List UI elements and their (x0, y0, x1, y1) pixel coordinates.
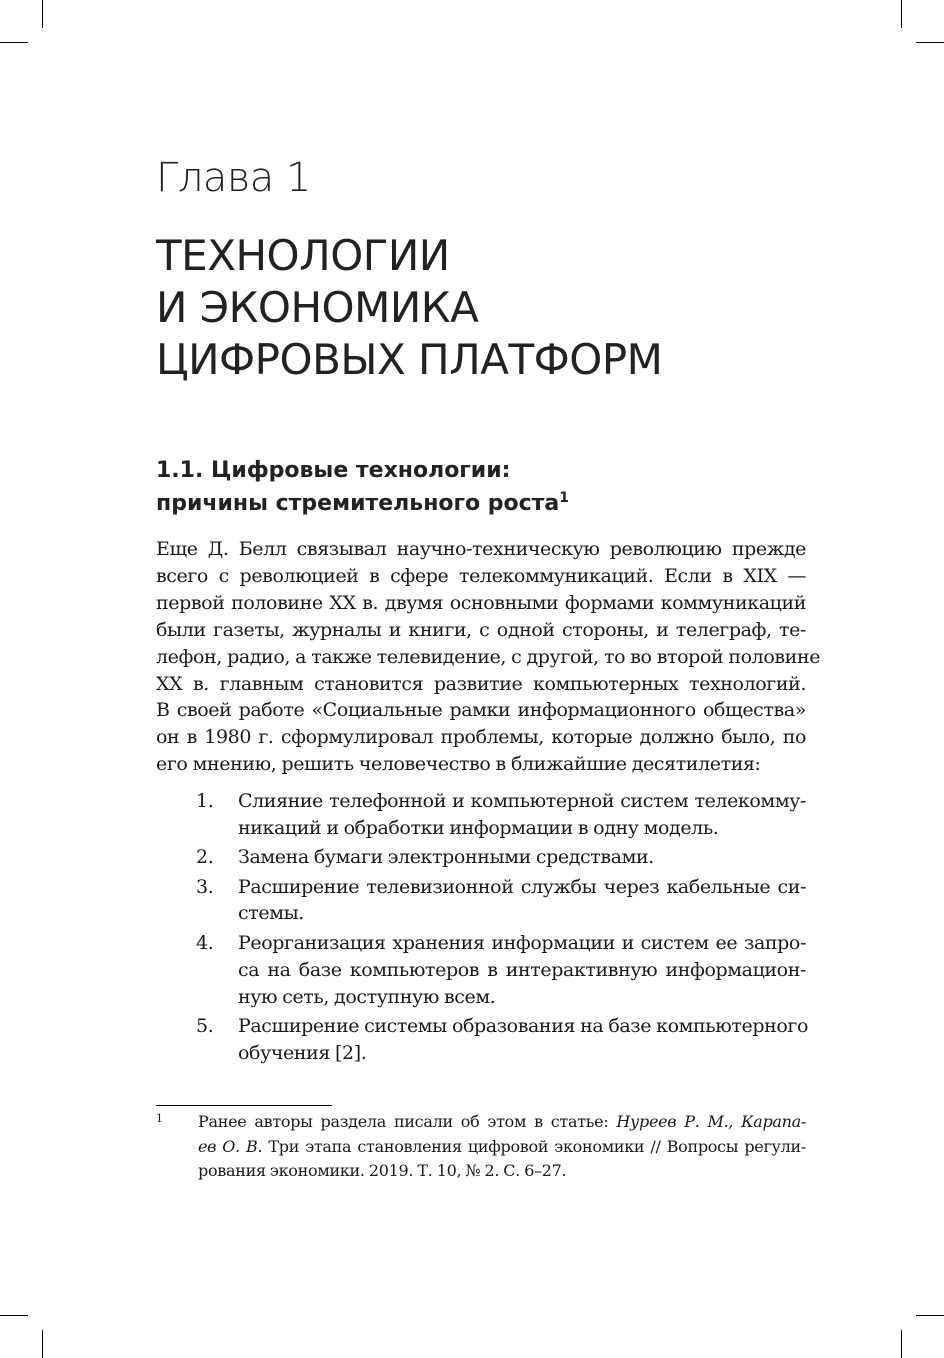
crop-mark-top-right-horizontal (916, 42, 944, 43)
list-item-text (238, 1013, 806, 1067)
footnote-author: ев О. В. (198, 1136, 263, 1156)
list-item-number: 5. (196, 1014, 214, 1037)
crop-mark-top-right-vertical (901, 0, 902, 28)
list-item-number: 3. (196, 875, 214, 898)
footnote-reference[interactable]: 1 (559, 490, 570, 506)
list-item-line: Расширение телевизионной службы через кабельные си- (238, 875, 806, 898)
footnote-line: рования экономики. 2019. Т. 10, № 2. С. 6–27. (198, 1161, 567, 1181)
paragraph-line: В своей работе «Социальные рамки информационного общества» (156, 699, 806, 722)
footnote-line (198, 1135, 806, 1160)
list-item-text (238, 844, 806, 871)
list-item (156, 930, 806, 1011)
list-item-text (238, 930, 806, 1011)
list-item-line: Слияние телефонной и компьютерной систем телекомму- (238, 790, 806, 812)
body-paragraph (156, 536, 821, 778)
list-item-text (238, 874, 806, 928)
chapter-label: Глава 1 (156, 155, 311, 201)
footnote-separator (156, 1105, 332, 1106)
list-item (156, 1013, 806, 1067)
list-item-number: 1. (196, 790, 214, 812)
chapter-title (156, 230, 662, 386)
footnote-text-plain: Три этапа становления цифровой экономики // Вопросы регули- (262, 1136, 806, 1156)
list-item-line: ную сеть, доступную всем. (238, 985, 496, 1008)
section-heading-line (156, 487, 776, 520)
chapter-title-line: И ЭКОНОМИКА (156, 283, 479, 332)
crop-mark-bottom-right-vertical (901, 1330, 902, 1358)
footnote-line (198, 1110, 806, 1135)
chapter-title-line: ТЕХНОЛОГИИ (156, 231, 450, 280)
crop-mark-top-left-vertical (42, 0, 43, 28)
chapter-title-line: ЦИФРОВЫХ ПЛАТФОРМ (156, 335, 663, 384)
crop-mark-bottom-left-vertical (42, 1330, 43, 1358)
list-item-line: никаций и обработки информации в одну модель. (238, 816, 719, 839)
list-item (156, 844, 806, 871)
list-item-line: Реорганизация хранения информации и систем ее запро- (238, 931, 806, 954)
section-heading (156, 454, 776, 520)
paragraph-line: лефон, радио, а также телевидение, с другой, то во второй половине (156, 645, 821, 668)
list-item-line: Расширение системы образования на базе компьютерного (238, 1014, 808, 1037)
footnote (156, 1110, 806, 1184)
list-item-line: Замена бумаги электронными средствами. (238, 846, 654, 869)
footnote-text (198, 1110, 806, 1184)
section-heading-line: 1.1. Цифровые технологии: (156, 458, 511, 483)
numbered-list (156, 788, 806, 1069)
paragraph-line: он в 1980 г. сформулировал проблемы, которые должно было, по (156, 726, 806, 749)
paragraph-line: Еще Д. Белл связывал научно-техническую революцию прежде (156, 538, 806, 560)
paragraph-line: всего с революцией в сфере телекоммуникаций. Если в XIX — (156, 564, 806, 587)
paragraph-line: были газеты, журналы и книги, с одной стороны, и телеграф, те- (156, 618, 806, 641)
footnote-author: Нуреев Р. М., Карапа- (616, 1112, 806, 1131)
footnote-text-plain: Ранее авторы раздела писали об этом в статье: (198, 1112, 617, 1131)
list-item-number: 4. (196, 931, 214, 954)
paragraph-line: XX в. главным становится развитие компьютерных технологий. (156, 672, 806, 695)
list-item (156, 874, 806, 928)
paragraph-line: первой половине XX в. двумя основными формами коммуникаций (156, 591, 806, 614)
list-item-text (238, 788, 806, 842)
crop-mark-bottom-left-horizontal (0, 1315, 28, 1316)
section-heading-text: причины стремительного роста (156, 491, 560, 516)
crop-mark-top-left-horizontal (0, 42, 28, 43)
paragraph-line: его мнению, решить человечество в ближайшие десятилетия: (156, 753, 761, 776)
list-item (156, 788, 806, 842)
list-item-line: стемы. (238, 902, 304, 925)
list-item-line: са на базе компьютеров в интерактивную информацион- (238, 958, 806, 981)
list-item-line: обучения [2]. (238, 1041, 367, 1064)
list-item-number: 2. (196, 846, 214, 869)
footnote-mark: 1 (156, 1112, 163, 1125)
crop-mark-bottom-right-horizontal (916, 1315, 944, 1316)
